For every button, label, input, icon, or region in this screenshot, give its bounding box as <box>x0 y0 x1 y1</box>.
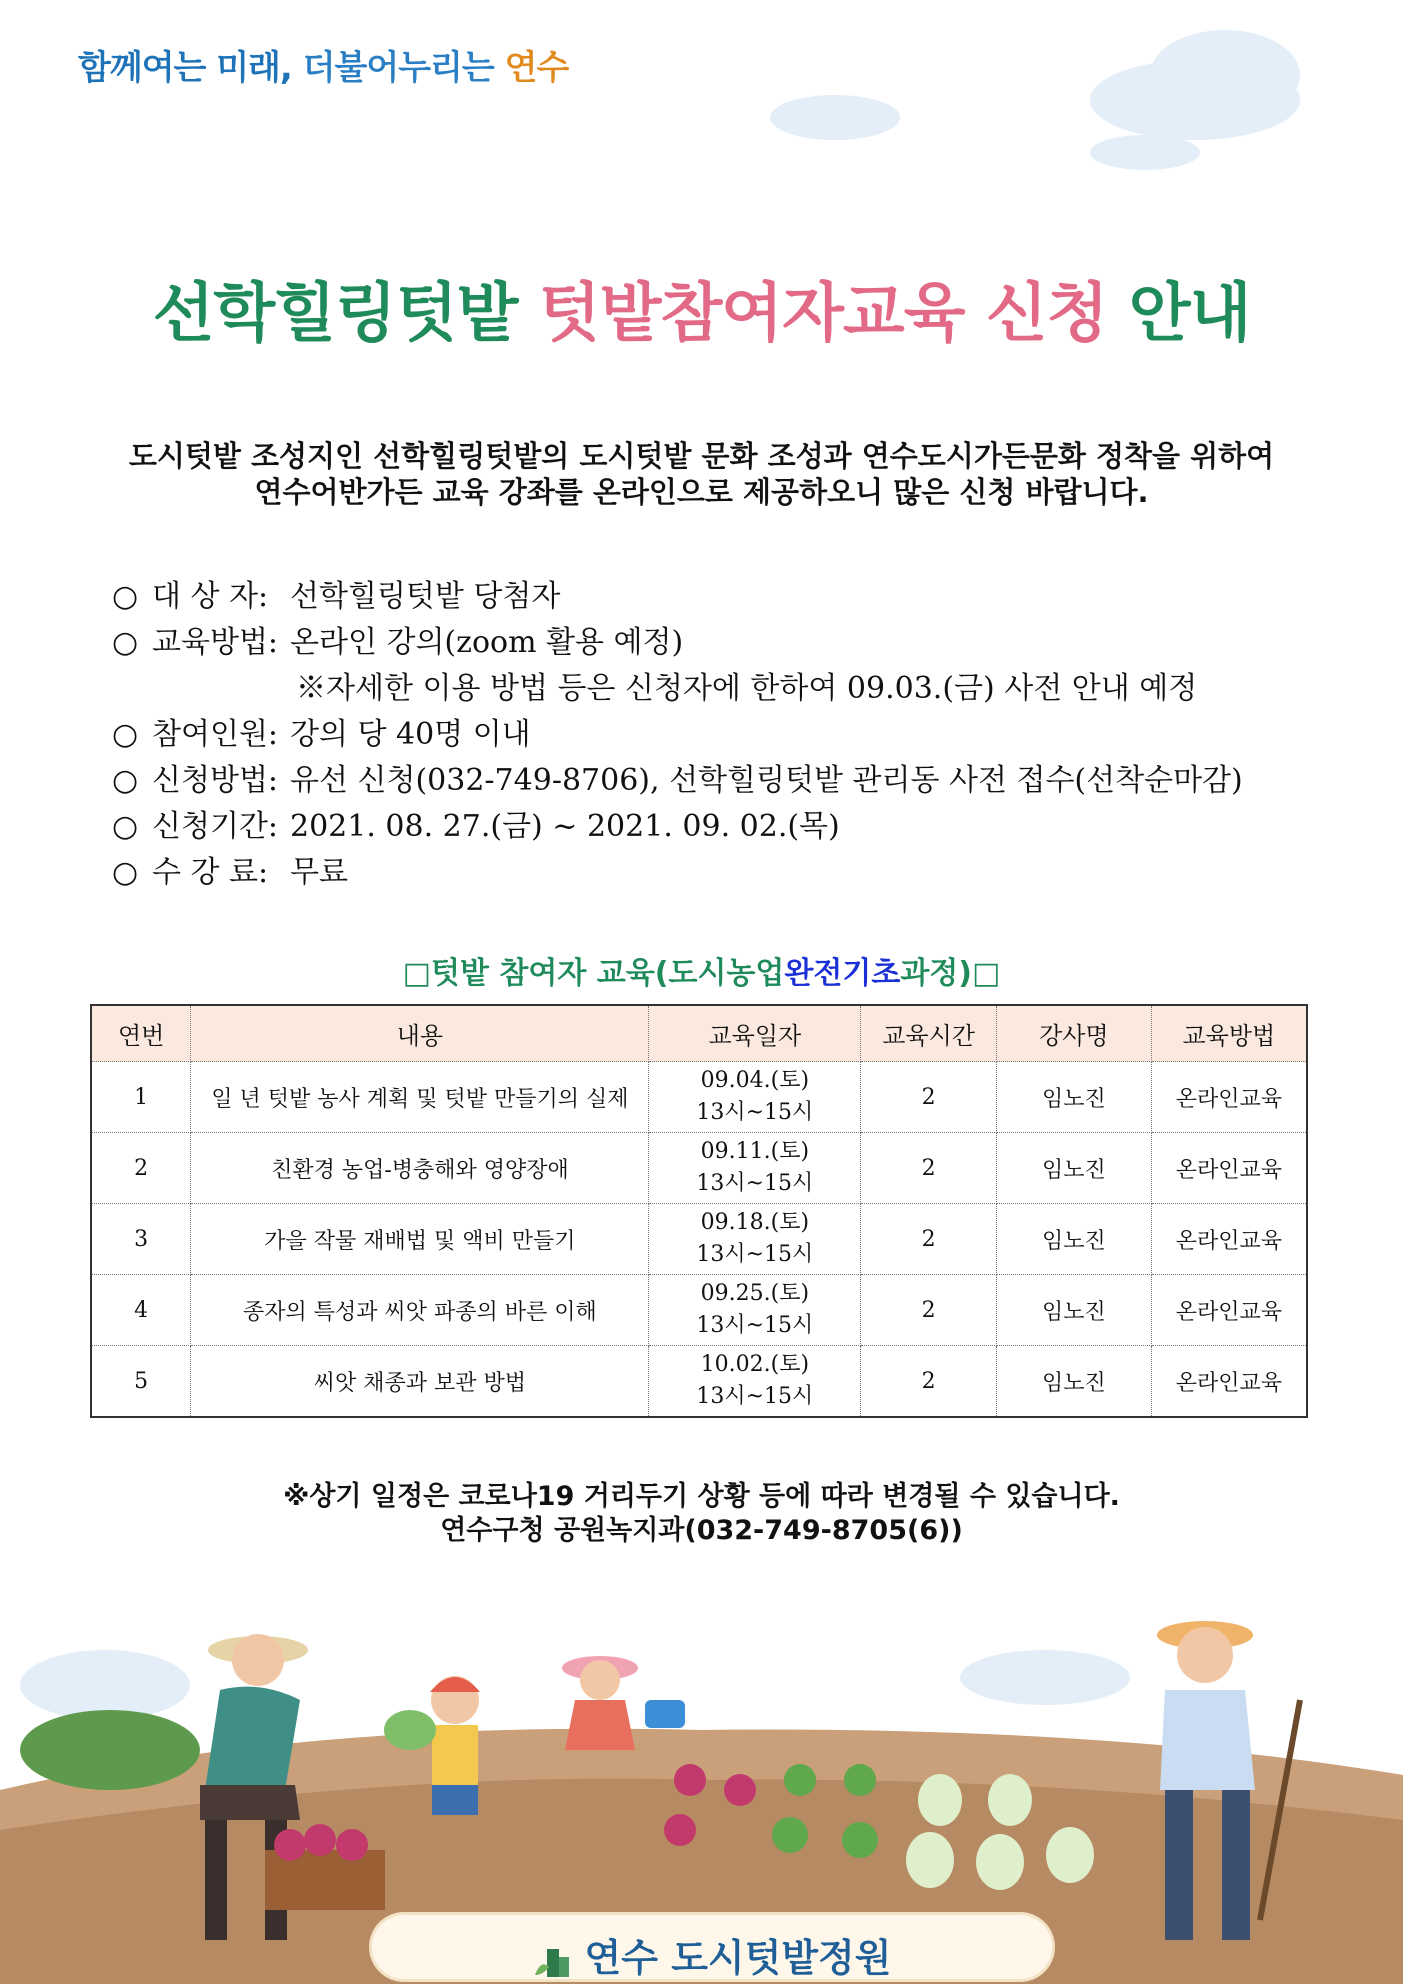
info-label: 교육방법: <box>152 625 279 660</box>
time-range: 13시~15시 <box>696 1242 814 1267</box>
slogan-logo <box>78 40 568 89</box>
info-item-apply-method <box>112 758 1243 804</box>
info-value: 온라인 강의(zoom 활용 예정) <box>290 625 684 660</box>
time-range: 13시~15시 <box>696 1171 814 1196</box>
info-list <box>112 574 1243 896</box>
cell-no: 3 <box>91 1204 191 1275</box>
notice-text <box>0 1480 1403 1548</box>
schedule-table <box>90 1004 1308 1418</box>
cell-teacher: 임노진 <box>996 1275 1151 1346</box>
header-content: 내용 <box>191 1005 649 1062</box>
cell-hours: 2 <box>861 1062 997 1133</box>
cell-content: 씨앗 채종과 보관 방법 <box>191 1346 649 1418</box>
schedule-title <box>0 948 1403 992</box>
info-label: 참여인원: <box>152 717 279 752</box>
header-hours: 교육시간 <box>861 1005 997 1062</box>
cell-hours: 2 <box>861 1346 997 1418</box>
cloud-decoration <box>1150 30 1300 120</box>
info-item-target <box>112 574 1243 620</box>
intro-text <box>70 438 1333 510</box>
cell-method: 온라인교육 <box>1151 1062 1307 1133</box>
cell-method: 온라인교육 <box>1151 1346 1307 1418</box>
cell-content: 친환경 농업-병충해와 영양장애 <box>191 1133 649 1204</box>
info-value: 유선 신청(032-749-8706), 선학힐링텃밭 관리동 사전 접수(선착순마감) <box>290 763 1243 798</box>
cell-teacher: 임노진 <box>996 1204 1151 1275</box>
page-title <box>0 262 1403 354</box>
header-no: 연번 <box>91 1005 191 1062</box>
header-method: 교육방법 <box>1151 1005 1307 1062</box>
cell-date <box>649 1062 861 1133</box>
cell-date <box>649 1133 861 1204</box>
cell-hours: 2 <box>861 1133 997 1204</box>
notice-line-1: ※상기 일정은 코로나19 거리두기 상황 등에 따라 변경될 수 있습니다. <box>283 1481 1120 1512</box>
title-part-2: 텃밭참여자교육 신청 <box>538 277 1108 351</box>
cell-date <box>649 1204 861 1275</box>
cell-no: 4 <box>91 1275 191 1346</box>
cloud-decoration <box>1090 135 1200 170</box>
bullet-circle-icon: ○ <box>112 855 139 890</box>
cloud-decoration <box>770 95 900 140</box>
slogan-part-2: 더불어누리는 <box>302 48 494 88</box>
bullet-circle-icon: ○ <box>112 625 139 660</box>
cell-date <box>649 1346 861 1418</box>
info-item-apply-period <box>112 804 1243 850</box>
notice-line-2: 연수구청 공원녹지과(032-749-8705(6)) <box>440 1515 963 1546</box>
info-value: 2021. 08. 27.(금) ~ 2021. 09. 02.(목) <box>290 809 840 844</box>
cell-teacher: 임노진 <box>996 1133 1151 1204</box>
cell-method: 온라인교육 <box>1151 1204 1307 1275</box>
info-label: 신청방법: <box>152 763 279 798</box>
cell-hours: 2 <box>861 1275 997 1346</box>
info-label: 신청기간: <box>152 809 279 844</box>
cell-no: 2 <box>91 1133 191 1204</box>
intro-line-2: 연수어반가든 교육 강좌를 온라인으로 제공하오니 많은 신청 바랍니다. <box>254 475 1149 509</box>
table-row <box>91 1062 1307 1133</box>
title-part-3: 안내 <box>1128 277 1251 351</box>
table-header-row <box>91 1005 1307 1062</box>
info-item-capacity <box>112 712 1243 758</box>
cell-teacher: 임노진 <box>996 1062 1151 1133</box>
time-range: 13시~15시 <box>696 1313 814 1338</box>
header-date: 교육일자 <box>649 1005 861 1062</box>
table-row <box>91 1275 1307 1346</box>
cell-hours: 2 <box>861 1204 997 1275</box>
info-value: 선학힐링텃밭 당첨자 <box>290 579 561 614</box>
schedule-title-part-2: 완전기초 <box>784 956 901 991</box>
info-label: 대 상 자: <box>152 579 269 614</box>
cell-content: 가을 작물 재배법 및 액비 만들기 <box>191 1204 649 1275</box>
footer-title <box>372 1927 1052 1982</box>
cell-content: 종자의 특성과 씨앗 파종의 바른 이해 <box>191 1275 649 1346</box>
info-label: 수 강 료: <box>152 855 269 890</box>
title-part-1: 선학힐링텃밭 <box>152 277 518 351</box>
bullet-circle-icon: ○ <box>112 579 139 614</box>
info-item-method-note <box>112 666 1243 712</box>
slogan-part-3: 연수 <box>504 48 569 88</box>
building-leaf-icon <box>533 1944 573 1978</box>
cell-no: 1 <box>91 1062 191 1133</box>
bullet-circle-icon: ○ <box>112 763 139 798</box>
bullet-circle-icon: ○ <box>112 717 139 752</box>
cell-content: 일 년 텃밭 농사 계획 및 텃밭 만들기의 실제 <box>191 1062 649 1133</box>
info-value: 강의 당 40명 이내 <box>290 717 531 752</box>
bullet-circle-icon: ○ <box>112 809 139 844</box>
slogan-part-1: 함께여는 미래, <box>78 48 292 88</box>
schedule-title-part-3: 과정)□ <box>900 956 1001 991</box>
date-value: 09.25.(토) <box>700 1281 810 1306</box>
info-value: ※자세한 이용 방법 등은 신청자에 한하여 09.03.(금) 사전 안내 예정 <box>296 671 1198 706</box>
cell-method: 온라인교육 <box>1151 1275 1307 1346</box>
info-item-method <box>112 620 1243 666</box>
intro-line-1: 도시텃밭 조성지인 선학힐링텃밭의 도시텃밭 문화 조성과 연수도시가든문화 정착을 위하여 <box>128 439 1275 473</box>
bush <box>20 1710 200 1790</box>
date-value: 09.18.(토) <box>700 1210 810 1235</box>
cell-no: 5 <box>91 1346 191 1418</box>
table-row <box>91 1133 1307 1204</box>
date-value: 09.11.(토) <box>700 1139 810 1164</box>
cell-method: 온라인교육 <box>1151 1133 1307 1204</box>
date-value: 09.04.(토) <box>700 1068 810 1093</box>
info-item-fee <box>112 850 1243 896</box>
info-value: 무료 <box>290 855 348 890</box>
table-row <box>91 1204 1307 1275</box>
time-range: 13시~15시 <box>696 1100 814 1125</box>
schedule-title-part-1: □텃밭 참여자 교육(도시농업 <box>402 956 785 991</box>
table-row <box>91 1346 1307 1418</box>
cell-date <box>649 1275 861 1346</box>
footer-label: 연수 도시텃밭정원 <box>584 1936 892 1980</box>
time-range: 13시~15시 <box>696 1384 814 1409</box>
cell-teacher: 임노진 <box>996 1346 1151 1418</box>
date-value: 10.02.(토) <box>700 1352 810 1377</box>
header-teacher: 강사명 <box>996 1005 1151 1062</box>
